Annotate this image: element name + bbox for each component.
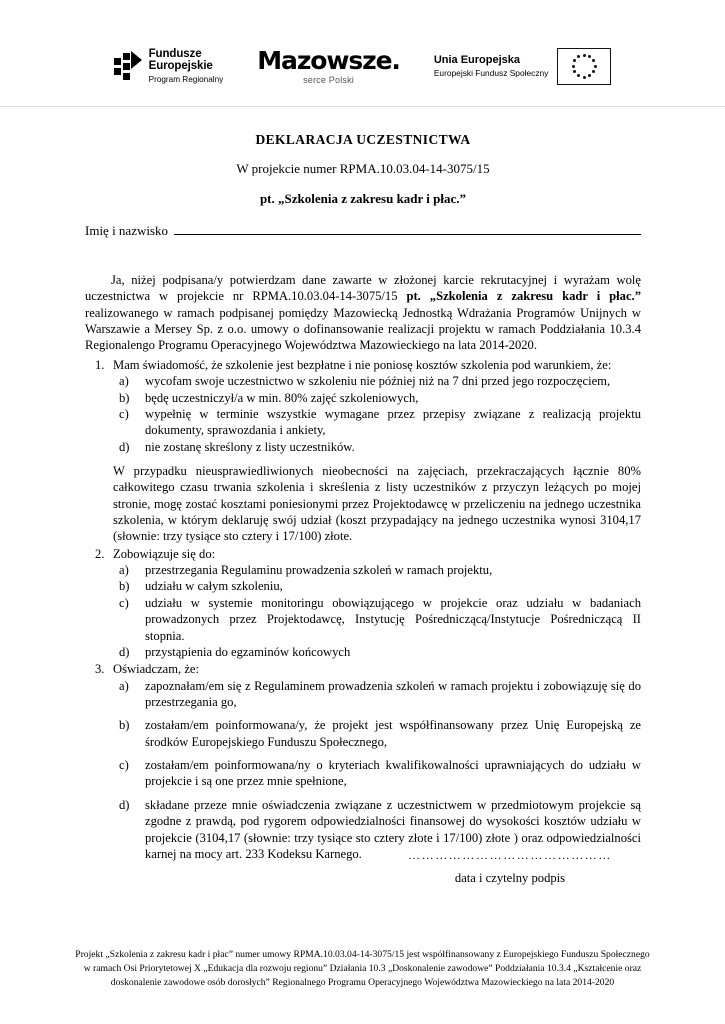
item-lead: Zobowiązuje się do: [113, 546, 216, 561]
footer-line-2: w ramach Osi Priorytetowej X „Edukacja dla rozwoju regionu” Działania 10.3 „Doskonalenie zawodowe” Poddziałania 10.3.4 „Kształcenie oraz [83, 963, 642, 975]
eu-flag-icon [557, 48, 611, 85]
name-input-line[interactable] [174, 222, 641, 235]
footer-line-1: Projekt „Szkolenia z zakresu kadr i płac” numer umowy RPMA.10.03.04-14-3075/15 jest współfinansowany z Europejskiego Funduszu Społecznego [75, 949, 650, 961]
project-name-line: pt. „Szkolenia z zakresu kadr i płac.” [259, 191, 467, 206]
intro-part2: realizowanego w ramach podpisanej pomiędzy Mazowiecką Jednostką Wdrażania Programów Unijnych w Warszawie a Mersey Sp. z o.o. umowy o dofinansowanie realizacji projektu w ramach Poddziałania 10.3.4 Regionalengo Programu Operacyjnego Województwa Mazowieckiego na lata 2014-2020. [85, 305, 641, 353]
list-item: przestrzegania Regulaminu prowadzenia szkoleń w ramach projektu, [145, 563, 493, 578]
sub-list [113, 562, 641, 660]
footer-line-3: doskonalenie zawodowe osób dorosłych” Regionalnego Programu Operacyjnego Województwa Mazowieckiego na lata 2014-2020 [110, 977, 615, 989]
list-item [85, 546, 641, 661]
signature-line[interactable]: ……………………………………… [408, 848, 612, 862]
list-item: zapoznałam/em się z Regulaminem prowadzenia szkoleń w ramach projektu i zobowiązuję się do przestrzegania go, [145, 678, 641, 709]
document-title: DEKLARACJA UCZESTNICTWA [255, 132, 471, 147]
eu-star [588, 74, 591, 77]
list-item: zostałam/em poinformowana/y, że projekt jest współfinansowany przez Unię Europejską ze środków Europejskiego Funduszu Społecznego, [145, 718, 641, 749]
list-item: udziału w systemie monitoringu obowiązującego w projekcie oraz udziału w badaniach prowadzonych przez Projektodawcę, Instytucję Pośredniczącą/Instytucje Pośredniczącą II stopnia. [145, 595, 641, 643]
ue-logo-line2: Europejski Fundusz Społeczny [433, 67, 549, 78]
eu-star [577, 74, 580, 77]
item-lead: Mam świadomość, że szkolenie jest bezpłatne i nie poniosę kosztów szkolenia pod warunkiem, że: [113, 357, 612, 372]
mazowsze-logo [257, 45, 400, 85]
fe-logo-line3: Program Regionalny [148, 75, 224, 85]
document-body [85, 272, 641, 862]
eu-star [572, 65, 575, 68]
numbered-list [85, 357, 641, 862]
signature-block [380, 848, 640, 886]
header-divider [0, 106, 725, 107]
ue-logo-line1: Unia Europejska [433, 54, 521, 67]
eu-star [583, 54, 586, 57]
list-item: składane przeze mnie oświadczenia związane z uczestnictwem w przedmiotowym projekcie są zgodne z prawdą, pod rygorem odpowiedzialności finansowej do wysokości kosztów udziału w projekcie (3104,17 (słownie: trzy tysiące sto cztery złote i 17/100) złote ) oraz odpowiedzialności karnej na mocy art. 233 Kodeksu Karnego. [145, 797, 641, 861]
eu-star [592, 70, 595, 73]
list-item: udziału w całym szkoleniu, [145, 579, 283, 594]
fe-logo-line2: Europejskie [148, 60, 213, 73]
fundusze-europejskie-logo [114, 48, 224, 85]
project-number-line: W projekcie numer RPMA.10.03.04-14-3075/15 [236, 161, 490, 176]
page-footer [60, 948, 665, 990]
mazowsze-subtitle: serce Polski [303, 74, 354, 85]
list-item: przystąpienia do egzaminów końcowych [145, 644, 351, 659]
unia-europejska-logo [434, 48, 612, 85]
eu-star [583, 76, 586, 79]
mazowsze-wordmark: Mazowsze. [257, 45, 400, 75]
eu-star [573, 59, 576, 62]
eu-star [573, 70, 576, 73]
eu-star [577, 55, 580, 58]
name-field-label: Imię i nazwisko [85, 223, 169, 238]
sub-list [113, 678, 641, 863]
intro-paragraph [85, 272, 641, 354]
item-after-paragraph: W przypadku nieusprawiedliwionych nieobecności na zajęciach, przekraczających łącznie 80% całkowitego czasu trwania szkolenia i skreślenia z listy uczestników z przyczyn leżących po mojej stronie, mogę zostać kosztami poniesionymi przez Projektodawcę w przeliczeniu na jednego uczestnika szkolenia, w którym deklaruję swój udział (koszt przypadający na jednego uczestnika wynosi 3104,17 (słownie: trzy tysiące sto cztery i 17/100) złote. [113, 463, 641, 544]
list-item: wycofam swoje uczestnictwo w szkoleniu nie później niż na 7 dni przed jego rozpoczęciem, [145, 374, 611, 389]
eu-star [592, 59, 595, 62]
list-item: wypełnię w terminie wszystkie wymagane przez przepisy związane z realizacją projektu dokumenty, sprawozdania i ankiety, [145, 406, 641, 438]
fe-logo-line1: Fundusze [148, 47, 202, 60]
eu-star [594, 65, 597, 68]
list-item: będę uczestniczył/a w min. 80% zajęć szkoleniowych, [145, 390, 419, 405]
intro-bold: pt. „Szkolenia z zakresu kadr i płac.” [406, 289, 641, 304]
list-item: nie zostanę skreślony z listy uczestników. [145, 439, 355, 454]
list-item [85, 661, 641, 862]
signature-label: data i czytelny podpis [454, 871, 566, 885]
list-item [85, 357, 641, 545]
intro-part1: Ja, niżej podpisana/y potwierdzam dane zawarte w złożonej karcie rekrutacyjnej i wyrażam wolę uczestnictwa w projekcie nr RPMA.10.03.04-14-3075/15 [85, 273, 641, 304]
sub-list [113, 373, 641, 455]
fundusze-europejskie-icon [114, 49, 142, 83]
title-block [85, 132, 641, 207]
item-lead: Oświadczam, że: [113, 662, 200, 677]
header-logo-bar [0, 38, 725, 94]
name-field-row [85, 222, 641, 239]
list-item: zostałam/em poinformowana/ny o kryteriach kwalifikowalności uprawniających do udziału w projekcie i są one przez mnie spełnione, [145, 758, 641, 789]
eu-star [588, 55, 591, 58]
